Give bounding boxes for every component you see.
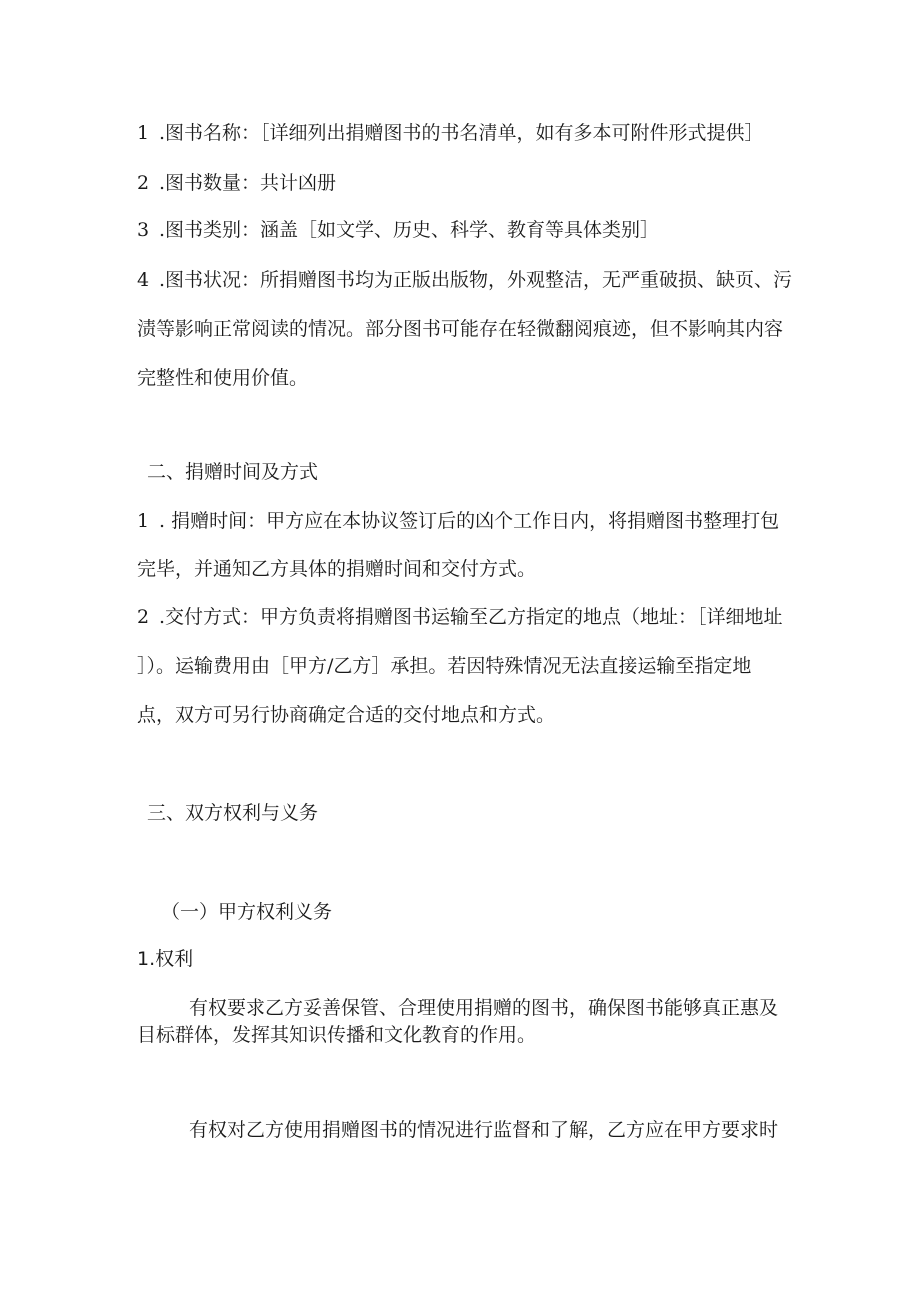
item-book-condition-line3: 完整性和使用价值。	[137, 367, 309, 389]
item-number: 3	[137, 219, 150, 241]
item-text-line1: .交付方式：甲方负责将捐赠图书运输至乙方指定的地点（地址：［详细地址	[159, 606, 783, 628]
item-book-quantity	[137, 171, 336, 195]
item-delivery-method	[137, 605, 783, 629]
item-text-line1: .图书状况：所捐赠图书均为正版出版物，外观整洁，无严重破损、缺页、污	[159, 269, 793, 291]
item-book-name	[137, 121, 764, 145]
paragraph-1-line2: 目标群体，发挥其知识传播和文化教育的作用。	[137, 1024, 537, 1046]
item-donation-time-line2: 完毕，并通知乙方具体的捐赠时间和交付方式。	[137, 558, 537, 580]
item-number: 1	[137, 122, 150, 144]
item-number: 1	[137, 510, 150, 532]
item-number: 4	[137, 269, 150, 291]
item-text-line1: . 捐赠时间：甲方应在本协议签订后的凶个工作日内，将捐赠图书整理打包	[159, 510, 780, 532]
item-number: 2	[137, 606, 150, 628]
paragraph-1-line1: 有权要求乙方妥善保管、合理使用捐赠的图书，确保图书能够真正惠及	[189, 997, 779, 1019]
paragraph-2-line1: 有权对乙方使用捐赠图书的情况进行监督和了解，乙方应在甲方要求时	[189, 1119, 779, 1141]
item-book-category	[137, 218, 659, 242]
item-donation-time	[137, 509, 779, 533]
item-delivery-method-line2: ］）。运输费用由［甲方/乙方］承担。若因特殊情况无法直接运输至指定地	[137, 655, 752, 677]
section-heading-donation-time: 二、捐赠时间及方式	[147, 461, 319, 483]
item-book-condition-line2: 渍等影响正常阅读的情况。部分图书可能存在轻微翻阅痕迹，但不影响其内容	[137, 318, 784, 340]
item-text: .图书类别：涵盖［如文学、历史、科学、教育等具体类别］	[159, 219, 660, 241]
item-book-condition	[137, 268, 792, 292]
item-delivery-method-line3: 点，双方可另行协商确定合适的交付地点和方式。	[137, 704, 556, 726]
rights-title: 1.权利	[137, 948, 194, 970]
item-text: .图书数量：共计凶册	[159, 172, 337, 194]
item-text: .图书名称：［详细列出捐赠图书的书名清单，如有多本可附件形式提供］	[159, 122, 764, 144]
section-heading-rights-obligations: 三、双方权利与义务	[147, 802, 319, 824]
item-number: 2	[137, 172, 150, 194]
subheading-party-a: （一）甲方权利义务	[161, 901, 333, 923]
